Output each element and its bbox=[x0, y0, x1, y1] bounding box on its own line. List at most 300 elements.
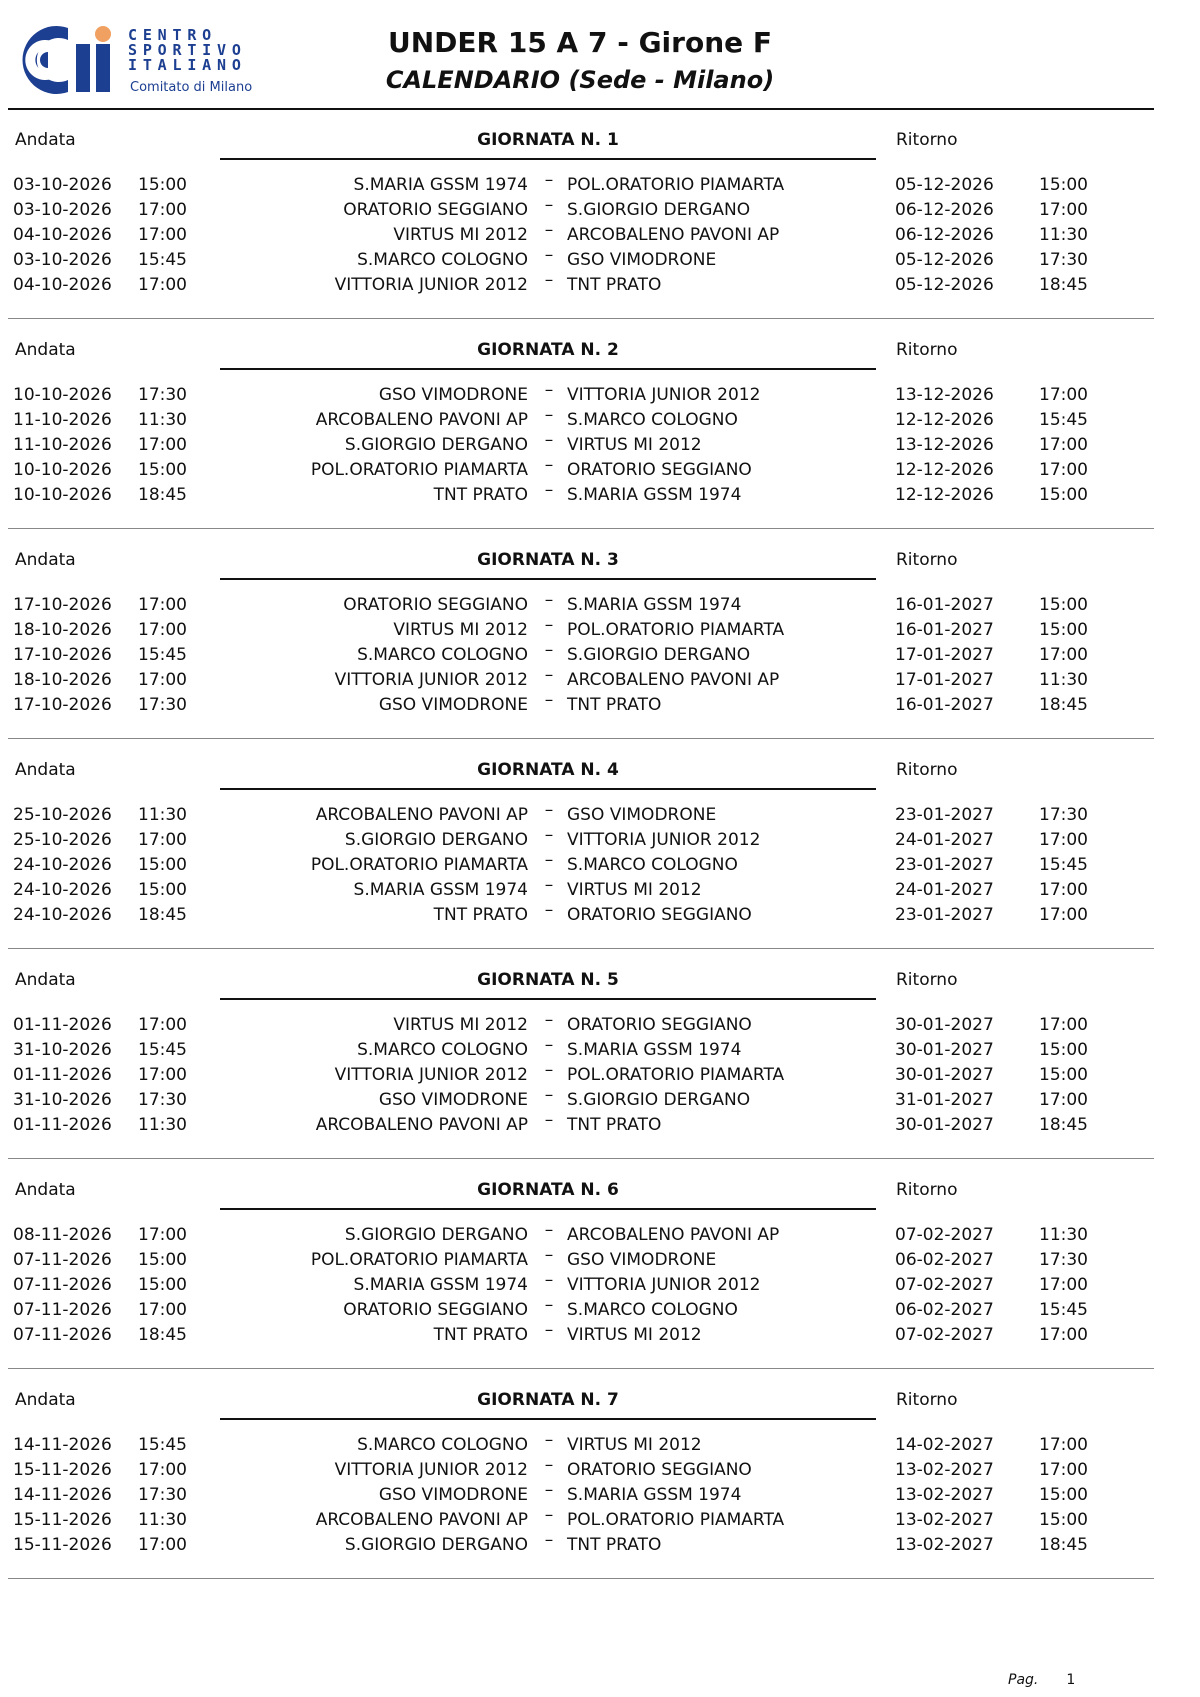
home-team: S.MARIA GSSM 1974 bbox=[353, 175, 528, 195]
home-team: VITTORIA JUNIOR 2012 bbox=[334, 1460, 528, 1480]
andata-date: 04-10-2026 bbox=[13, 275, 112, 295]
ritorno-time: 17:00 bbox=[1039, 645, 1088, 665]
vs-dash: – bbox=[544, 640, 554, 660]
home-team: ORATORIO SEGGIANO bbox=[343, 200, 528, 220]
page-header bbox=[0, 0, 1200, 110]
ritorno-date: 13-02-2027 bbox=[895, 1485, 994, 1505]
ritorno-time: 17:00 bbox=[1039, 1435, 1088, 1455]
ritorno-date: 05-12-2026 bbox=[895, 275, 994, 295]
andata-time: 17:00 bbox=[138, 1015, 187, 1035]
ritorno-time: 17:00 bbox=[1039, 460, 1088, 480]
match-row bbox=[0, 430, 1200, 462]
andata-date: 25-10-2026 bbox=[13, 830, 112, 850]
ritorno-date: 16-01-2027 bbox=[895, 620, 994, 640]
round-title: GIORNATA N. 7 bbox=[477, 1390, 619, 1410]
ritorno-time: 15:00 bbox=[1039, 485, 1088, 505]
home-team: S.MARCO COLOGNO bbox=[357, 1435, 528, 1455]
match-row bbox=[0, 245, 1200, 277]
logo-comitato: Comitato di Milano bbox=[130, 80, 253, 95]
andata-date: 18-10-2026 bbox=[13, 670, 112, 690]
vs-dash: – bbox=[544, 1320, 554, 1340]
ritorno-label: Ritorno bbox=[896, 340, 958, 360]
home-team: ORATORIO SEGGIANO bbox=[343, 1300, 528, 1320]
away-team: ORATORIO SEGGIANO bbox=[567, 905, 752, 925]
ritorno-time: 15:00 bbox=[1039, 595, 1088, 615]
vs-dash: – bbox=[544, 665, 554, 685]
ritorno-time: 11:30 bbox=[1039, 225, 1088, 245]
vs-dash: – bbox=[544, 825, 554, 845]
ritorno-date: 06-02-2027 bbox=[895, 1300, 994, 1320]
match-row bbox=[0, 195, 1200, 227]
match-row bbox=[0, 220, 1200, 252]
ritorno-time: 15:45 bbox=[1039, 855, 1088, 875]
andata-time: 17:30 bbox=[138, 1485, 187, 1505]
away-team: ARCOBALENO PAVONI AP bbox=[567, 670, 780, 690]
andata-label: Andata bbox=[15, 550, 76, 570]
home-team: ARCOBALENO PAVONI AP bbox=[315, 1115, 528, 1135]
andata-date: 01-11-2026 bbox=[13, 1065, 112, 1085]
andata-time: 18:45 bbox=[138, 485, 187, 505]
round-separator bbox=[8, 528, 1154, 529]
ritorno-date: 17-01-2027 bbox=[895, 670, 994, 690]
home-team: GSO VIMODRONE bbox=[378, 1090, 528, 1110]
ritorno-date: 24-01-2027 bbox=[895, 830, 994, 850]
andata-date: 07-11-2026 bbox=[13, 1325, 112, 1345]
andata-date: 15-11-2026 bbox=[13, 1535, 112, 1555]
andata-time: 17:00 bbox=[138, 620, 187, 640]
match-row bbox=[0, 1295, 1200, 1327]
ritorno-date: 13-12-2026 bbox=[895, 385, 994, 405]
andata-time: 11:30 bbox=[138, 805, 187, 825]
away-team: POL.ORATORIO PIAMARTA bbox=[567, 175, 785, 195]
away-team: S.MARIA GSSM 1974 bbox=[567, 1485, 742, 1505]
andata-time: 17:30 bbox=[138, 385, 187, 405]
ritorno-time: 17:00 bbox=[1039, 1325, 1088, 1345]
away-team: TNT PRATO bbox=[567, 695, 662, 715]
ritorno-label: Ritorno bbox=[896, 1180, 958, 1200]
away-team: VIRTUS MI 2012 bbox=[567, 880, 702, 900]
andata-date: 03-10-2026 bbox=[13, 250, 112, 270]
andata-label: Andata bbox=[15, 1180, 76, 1200]
vs-dash: – bbox=[544, 405, 554, 425]
ritorno-date: 30-01-2027 bbox=[895, 1015, 994, 1035]
ritorno-time: 17:00 bbox=[1039, 905, 1088, 925]
vs-dash: – bbox=[544, 800, 554, 820]
away-team: S.MARCO COLOGNO bbox=[567, 1300, 738, 1320]
away-team: POL.ORATORIO PIAMARTA bbox=[567, 1510, 785, 1530]
ritorno-time: 11:30 bbox=[1039, 1225, 1088, 1245]
ritorno-date: 13-02-2027 bbox=[895, 1460, 994, 1480]
andata-date: 24-10-2026 bbox=[13, 855, 112, 875]
home-team: VITTORIA JUNIOR 2012 bbox=[334, 1065, 528, 1085]
away-team: POL.ORATORIO PIAMARTA bbox=[567, 620, 785, 640]
round-5 bbox=[0, 970, 1200, 1180]
andata-label: Andata bbox=[15, 340, 76, 360]
page-number: 1 bbox=[1066, 1672, 1076, 1688]
andata-time: 11:30 bbox=[138, 1510, 187, 1530]
andata-time: 18:45 bbox=[138, 1325, 187, 1345]
ritorno-time: 18:45 bbox=[1039, 275, 1088, 295]
away-team: TNT PRATO bbox=[567, 1115, 662, 1135]
andata-date: 11-10-2026 bbox=[13, 410, 112, 430]
ritorno-date: 13-02-2027 bbox=[895, 1535, 994, 1555]
andata-date: 03-10-2026 bbox=[13, 175, 112, 195]
home-team: S.MARCO COLOGNO bbox=[357, 645, 528, 665]
andata-date: 07-11-2026 bbox=[13, 1300, 112, 1320]
vs-dash: – bbox=[544, 590, 554, 610]
vs-dash: – bbox=[544, 1060, 554, 1080]
away-team: S.MARIA GSSM 1974 bbox=[567, 595, 742, 615]
andata-time: 11:30 bbox=[138, 410, 187, 430]
ritorno-date: 06-12-2026 bbox=[895, 200, 994, 220]
match-row bbox=[0, 665, 1200, 697]
vs-dash: – bbox=[544, 875, 554, 895]
match-row bbox=[0, 640, 1200, 672]
andata-date: 01-11-2026 bbox=[13, 1015, 112, 1035]
andata-time: 15:45 bbox=[138, 645, 187, 665]
match-row bbox=[0, 850, 1200, 882]
vs-dash: – bbox=[544, 1295, 554, 1315]
andata-time: 17:00 bbox=[138, 225, 187, 245]
vs-dash: – bbox=[544, 850, 554, 870]
andata-time: 15:00 bbox=[138, 880, 187, 900]
vs-dash: – bbox=[544, 245, 554, 265]
andata-time: 15:45 bbox=[138, 250, 187, 270]
round-title-underline bbox=[220, 1208, 876, 1210]
ritorno-time: 15:45 bbox=[1039, 410, 1088, 430]
match-row bbox=[0, 1085, 1200, 1117]
vs-dash: – bbox=[544, 615, 554, 635]
vs-dash: – bbox=[544, 1085, 554, 1105]
logo-line-2: SPORTIVO bbox=[128, 41, 247, 59]
home-team: GSO VIMODRONE bbox=[378, 1485, 528, 1505]
andata-date: 04-10-2026 bbox=[13, 225, 112, 245]
andata-date: 10-10-2026 bbox=[13, 460, 112, 480]
andata-time: 17:00 bbox=[138, 1225, 187, 1245]
match-row bbox=[0, 590, 1200, 622]
andata-date: 14-11-2026 bbox=[13, 1485, 112, 1505]
ritorno-label: Ritorno bbox=[896, 550, 958, 570]
match-row bbox=[0, 480, 1200, 512]
ritorno-date: 24-01-2027 bbox=[895, 880, 994, 900]
ritorno-date: 14-02-2027 bbox=[895, 1435, 994, 1455]
andata-time: 15:45 bbox=[138, 1435, 187, 1455]
ritorno-time: 17:00 bbox=[1039, 1015, 1088, 1035]
vs-dash: – bbox=[544, 1220, 554, 1240]
andata-time: 15:45 bbox=[138, 1040, 187, 1060]
home-team: TNT PRATO bbox=[433, 1325, 528, 1345]
andata-time: 17:00 bbox=[138, 595, 187, 615]
round-separator bbox=[8, 1158, 1154, 1159]
vs-dash: – bbox=[544, 1110, 554, 1130]
home-team: POL.ORATORIO PIAMARTA bbox=[310, 460, 528, 480]
match-row bbox=[0, 1480, 1200, 1512]
ritorno-date: 12-12-2026 bbox=[895, 410, 994, 430]
andata-time: 15:00 bbox=[138, 175, 187, 195]
match-row bbox=[0, 1270, 1200, 1302]
ritorno-time: 17:00 bbox=[1039, 880, 1088, 900]
andata-time: 17:00 bbox=[138, 1460, 187, 1480]
andata-label: Andata bbox=[15, 130, 76, 150]
andata-time: 15:00 bbox=[138, 855, 187, 875]
andata-date: 10-10-2026 bbox=[13, 485, 112, 505]
home-team: ARCOBALENO PAVONI AP bbox=[315, 805, 528, 825]
andata-date: 24-10-2026 bbox=[13, 905, 112, 925]
vs-dash: – bbox=[544, 220, 554, 240]
round-title-underline bbox=[220, 578, 876, 580]
away-team: VIRTUS MI 2012 bbox=[567, 435, 702, 455]
logo-text bbox=[128, 28, 260, 73]
ritorno-date: 13-12-2026 bbox=[895, 435, 994, 455]
andata-time: 15:00 bbox=[138, 1250, 187, 1270]
away-team: S.GIORGIO DERGANO bbox=[567, 645, 751, 665]
away-team: ARCOBALENO PAVONI AP bbox=[567, 225, 780, 245]
ritorno-label: Ritorno bbox=[896, 760, 958, 780]
logo-line-3: ITALIANO bbox=[128, 56, 247, 74]
andata-time: 15:00 bbox=[138, 1275, 187, 1295]
andata-time: 17:30 bbox=[138, 695, 187, 715]
away-team: GSO VIMODRONE bbox=[567, 250, 717, 270]
away-team: S.GIORGIO DERGANO bbox=[567, 1090, 751, 1110]
match-row bbox=[0, 1455, 1200, 1487]
ritorno-time: 15:00 bbox=[1039, 1040, 1088, 1060]
away-team: S.MARCO COLOGNO bbox=[567, 855, 738, 875]
page-title: UNDER 15 A 7 - Girone F bbox=[387, 26, 772, 59]
home-team: GSO VIMODRONE bbox=[378, 695, 528, 715]
away-team: S.MARIA GSSM 1974 bbox=[567, 1040, 742, 1060]
andata-date: 15-11-2026 bbox=[13, 1510, 112, 1530]
match-row bbox=[0, 615, 1200, 647]
andata-date: 08-11-2026 bbox=[13, 1225, 112, 1245]
ritorno-date: 23-01-2027 bbox=[895, 905, 994, 925]
round-separator bbox=[8, 948, 1154, 949]
ritorno-label: Ritorno bbox=[896, 130, 958, 150]
vs-dash: – bbox=[544, 270, 554, 290]
home-team: VITTORIA JUNIOR 2012 bbox=[334, 275, 528, 295]
away-team: S.GIORGIO DERGANO bbox=[567, 200, 751, 220]
away-team: TNT PRATO bbox=[567, 275, 662, 295]
home-team: ORATORIO SEGGIANO bbox=[343, 595, 528, 615]
match-row bbox=[0, 900, 1200, 932]
ritorno-time: 17:00 bbox=[1039, 1090, 1088, 1110]
away-team: VITTORIA JUNIOR 2012 bbox=[567, 830, 761, 850]
andata-date: 18-10-2026 bbox=[13, 620, 112, 640]
andata-date: 17-10-2026 bbox=[13, 695, 112, 715]
ritorno-time: 15:00 bbox=[1039, 1065, 1088, 1085]
andata-date: 14-11-2026 bbox=[13, 1435, 112, 1455]
page-subtitle: CALENDARIO (Sede - Milano) bbox=[385, 66, 775, 94]
ritorno-date: 07-02-2027 bbox=[895, 1325, 994, 1345]
header-divider bbox=[8, 108, 1154, 110]
ritorno-time: 15:00 bbox=[1039, 620, 1088, 640]
ritorno-time: 17:00 bbox=[1039, 385, 1088, 405]
vs-dash: – bbox=[544, 195, 554, 215]
round-title-underline bbox=[220, 788, 876, 790]
home-team: VIRTUS MI 2012 bbox=[393, 225, 528, 245]
vs-dash: – bbox=[544, 1480, 554, 1500]
andata-date: 01-11-2026 bbox=[13, 1115, 112, 1135]
andata-date: 31-10-2026 bbox=[13, 1040, 112, 1060]
andata-time: 17:00 bbox=[138, 1065, 187, 1085]
round-separator bbox=[8, 318, 1154, 319]
away-team: VIRTUS MI 2012 bbox=[567, 1435, 702, 1455]
away-team: S.MARCO COLOGNO bbox=[567, 410, 738, 430]
match-row bbox=[0, 800, 1200, 832]
ritorno-date: 16-01-2027 bbox=[895, 595, 994, 615]
match-row bbox=[0, 1110, 1200, 1142]
away-team: TNT PRATO bbox=[567, 1535, 662, 1555]
andata-time: 17:00 bbox=[138, 435, 187, 455]
home-team: S.MARIA GSSM 1974 bbox=[353, 1275, 528, 1295]
andata-time: 17:00 bbox=[138, 670, 187, 690]
match-row bbox=[0, 1320, 1200, 1352]
ritorno-time: 18:45 bbox=[1039, 1115, 1088, 1135]
ritorno-time: 15:45 bbox=[1039, 1300, 1088, 1320]
round-title-underline bbox=[220, 158, 876, 160]
away-team: ORATORIO SEGGIANO bbox=[567, 1015, 752, 1035]
andata-date: 11-10-2026 bbox=[13, 435, 112, 455]
andata-time: 17:00 bbox=[138, 200, 187, 220]
match-row bbox=[0, 455, 1200, 487]
ritorno-date: 23-01-2027 bbox=[895, 855, 994, 875]
away-team: VITTORIA JUNIOR 2012 bbox=[567, 1275, 761, 1295]
vs-dash: – bbox=[544, 1010, 554, 1030]
ritorno-date: 12-12-2026 bbox=[895, 485, 994, 505]
andata-date: 10-10-2026 bbox=[13, 385, 112, 405]
vs-dash: – bbox=[544, 900, 554, 920]
match-row bbox=[0, 1220, 1200, 1252]
ritorno-date: 05-12-2026 bbox=[895, 175, 994, 195]
ritorno-date: 23-01-2027 bbox=[895, 805, 994, 825]
csi-logo bbox=[8, 22, 258, 100]
ritorno-date: 16-01-2027 bbox=[895, 695, 994, 715]
away-team: VIRTUS MI 2012 bbox=[567, 1325, 702, 1345]
away-team: GSO VIMODRONE bbox=[567, 1250, 717, 1270]
ritorno-time: 18:45 bbox=[1039, 1535, 1088, 1555]
match-row bbox=[0, 825, 1200, 857]
away-team: ORATORIO SEGGIANO bbox=[567, 460, 752, 480]
andata-label: Andata bbox=[15, 1390, 76, 1410]
ritorno-date: 12-12-2026 bbox=[895, 460, 994, 480]
ritorno-label: Ritorno bbox=[896, 970, 958, 990]
andata-time: 17:00 bbox=[138, 1300, 187, 1320]
andata-date: 31-10-2026 bbox=[13, 1090, 112, 1110]
ritorno-date: 30-01-2027 bbox=[895, 1065, 994, 1085]
ritorno-date: 07-02-2027 bbox=[895, 1225, 994, 1245]
home-team: ARCOBALENO PAVONI AP bbox=[315, 1510, 528, 1530]
ritorno-time: 17:00 bbox=[1039, 435, 1088, 455]
home-team: VITTORIA JUNIOR 2012 bbox=[334, 670, 528, 690]
match-row bbox=[0, 380, 1200, 412]
ritorno-date: 07-02-2027 bbox=[895, 1275, 994, 1295]
andata-time: 17:00 bbox=[138, 1535, 187, 1555]
away-team: GSO VIMODRONE bbox=[567, 805, 717, 825]
ritorno-time: 15:00 bbox=[1039, 175, 1088, 195]
home-team: S.MARIA GSSM 1974 bbox=[353, 880, 528, 900]
round-title: GIORNATA N. 5 bbox=[477, 970, 619, 990]
andata-time: 18:45 bbox=[138, 905, 187, 925]
andata-date: 03-10-2026 bbox=[13, 200, 112, 220]
round-separator bbox=[8, 1368, 1154, 1369]
ritorno-time: 17:00 bbox=[1039, 1275, 1088, 1295]
vs-dash: – bbox=[544, 690, 554, 710]
andata-time: 15:00 bbox=[138, 460, 187, 480]
csi-logo-mark bbox=[8, 22, 128, 98]
andata-label: Andata bbox=[15, 970, 76, 990]
match-row bbox=[0, 1060, 1200, 1092]
home-team: TNT PRATO bbox=[433, 905, 528, 925]
round-title: GIORNATA N. 1 bbox=[477, 130, 619, 150]
ritorno-time: 15:00 bbox=[1039, 1485, 1088, 1505]
andata-time: 17:00 bbox=[138, 830, 187, 850]
vs-dash: – bbox=[544, 1530, 554, 1550]
round-title: GIORNATA N. 6 bbox=[477, 1180, 619, 1200]
vs-dash: – bbox=[544, 1505, 554, 1525]
home-team: POL.ORATORIO PIAMARTA bbox=[310, 855, 528, 875]
round-title-underline bbox=[220, 1418, 876, 1420]
match-row bbox=[0, 1010, 1200, 1042]
ritorno-time: 18:45 bbox=[1039, 695, 1088, 715]
match-row bbox=[0, 170, 1200, 202]
round-2 bbox=[0, 340, 1200, 550]
logo-line-1: CENTRO bbox=[128, 26, 217, 44]
ritorno-label: Ritorno bbox=[896, 1390, 958, 1410]
round-title-underline bbox=[220, 368, 876, 370]
andata-date: 24-10-2026 bbox=[13, 880, 112, 900]
round-separator bbox=[8, 1578, 1154, 1579]
round-title: GIORNATA N. 2 bbox=[477, 340, 619, 360]
round-title-underline bbox=[220, 998, 876, 1000]
round-title: GIORNATA N. 3 bbox=[477, 550, 619, 570]
vs-dash: – bbox=[544, 1270, 554, 1290]
home-team: ARCOBALENO PAVONI AP bbox=[315, 410, 528, 430]
home-team: VIRTUS MI 2012 bbox=[393, 620, 528, 640]
andata-time: 11:30 bbox=[138, 1115, 187, 1135]
andata-time: 17:00 bbox=[138, 275, 187, 295]
match-row bbox=[0, 875, 1200, 907]
home-team: TNT PRATO bbox=[433, 485, 528, 505]
ritorno-date: 06-12-2026 bbox=[895, 225, 994, 245]
andata-date: 25-10-2026 bbox=[13, 805, 112, 825]
vs-dash: – bbox=[544, 1430, 554, 1450]
vs-dash: – bbox=[544, 480, 554, 500]
vs-dash: – bbox=[544, 455, 554, 475]
away-team: ARCOBALENO PAVONI AP bbox=[567, 1225, 780, 1245]
page-footer bbox=[1008, 1672, 1075, 1688]
match-row bbox=[0, 1505, 1200, 1537]
ritorno-time: 17:30 bbox=[1039, 1250, 1088, 1270]
ritorno-time: 17:00 bbox=[1039, 1460, 1088, 1480]
andata-label: Andata bbox=[15, 760, 76, 780]
vs-dash: – bbox=[544, 380, 554, 400]
andata-date: 07-11-2026 bbox=[13, 1250, 112, 1270]
ritorno-date: 17-01-2027 bbox=[895, 645, 994, 665]
match-row bbox=[0, 270, 1200, 302]
vs-dash: – bbox=[544, 1245, 554, 1265]
vs-dash: – bbox=[544, 170, 554, 190]
home-team: S.GIORGIO DERGANO bbox=[344, 1225, 528, 1245]
match-row bbox=[0, 690, 1200, 722]
home-team: S.GIORGIO DERGANO bbox=[344, 1535, 528, 1555]
ritorno-date: 13-02-2027 bbox=[895, 1510, 994, 1530]
ritorno-time: 17:00 bbox=[1039, 830, 1088, 850]
away-team: VITTORIA JUNIOR 2012 bbox=[567, 385, 761, 405]
match-row bbox=[0, 1530, 1200, 1562]
home-team: S.MARCO COLOGNO bbox=[357, 1040, 528, 1060]
away-team: POL.ORATORIO PIAMARTA bbox=[567, 1065, 785, 1085]
andata-date: 15-11-2026 bbox=[13, 1460, 112, 1480]
away-team: ORATORIO SEGGIANO bbox=[567, 1460, 752, 1480]
